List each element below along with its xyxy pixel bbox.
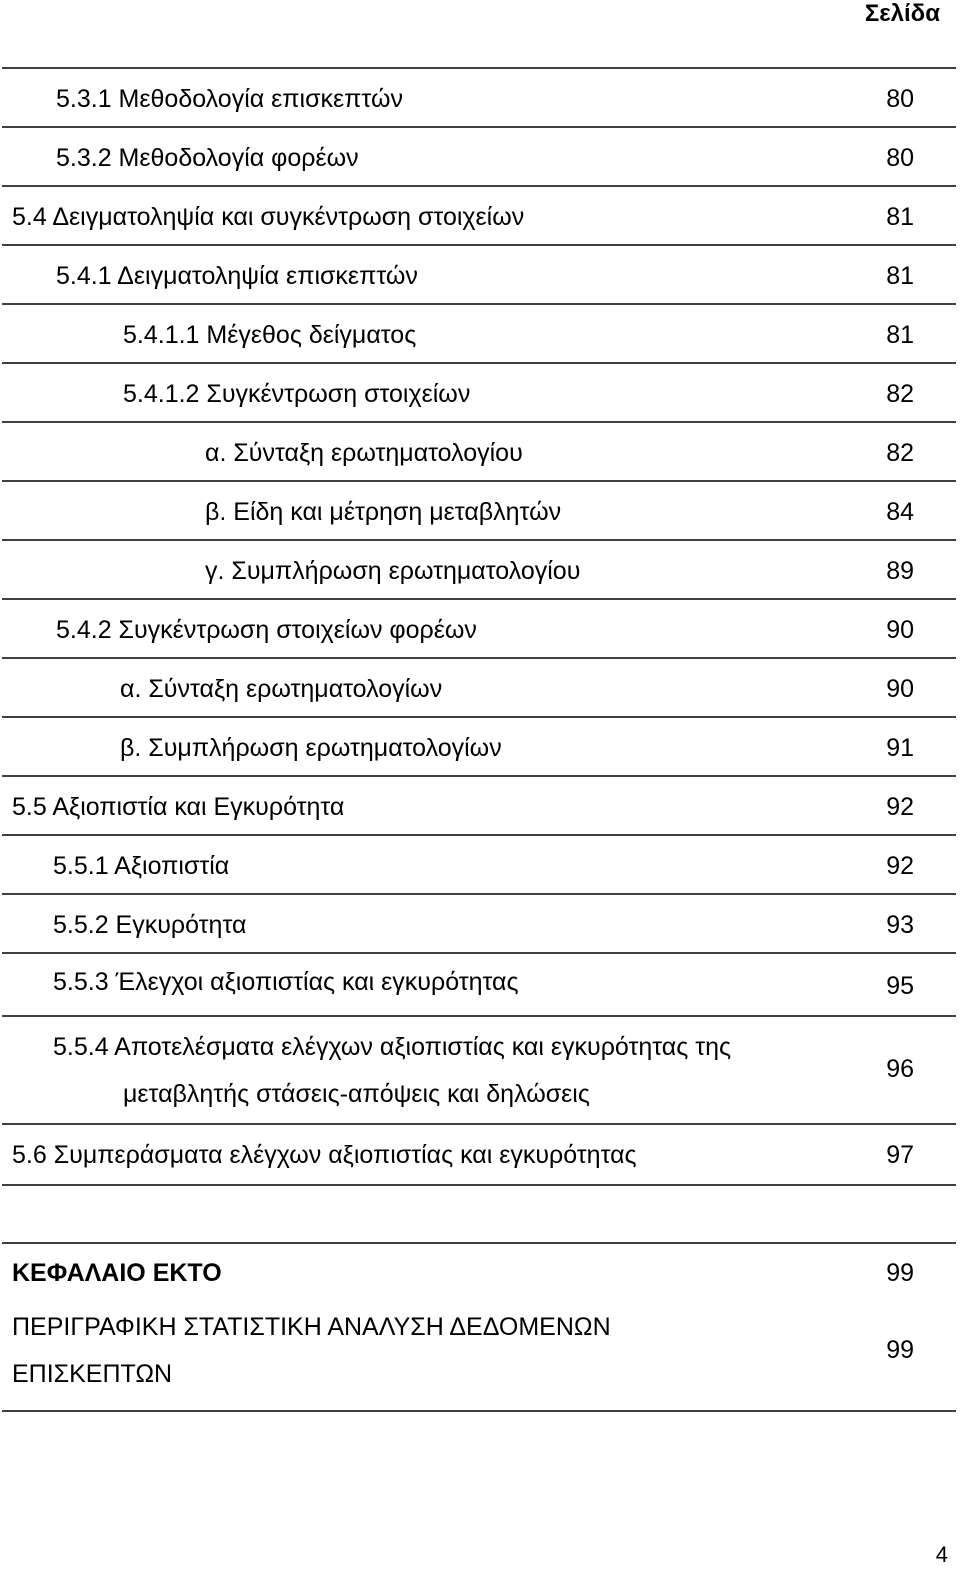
- toc-entry-page: 81: [886, 321, 914, 349]
- toc-entry-page: 92: [886, 793, 914, 821]
- toc-entry-page: 80: [886, 144, 914, 172]
- toc-entry-title: 5.5.1 Αξιοπιστία: [53, 852, 230, 880]
- toc-entry-title: 5.4 Δειγματοληψία και συγκέντρωση στοιχείων: [12, 203, 525, 231]
- toc-row: [2, 244, 956, 303]
- toc-row: [2, 67, 956, 126]
- section-gap: [2, 1184, 956, 1242]
- toc-entry-page: 97: [886, 1141, 914, 1169]
- chapter-title-page: 99: [886, 1336, 914, 1364]
- toc-entry-title: α. Σύνταξη ερωτηματολογίου: [205, 439, 523, 467]
- toc-entry-title: γ. Συμπλήρωση ερωτηματολογίου: [205, 557, 581, 585]
- table-of-contents: [2, 67, 956, 1412]
- toc-entry-page: 92: [886, 852, 914, 880]
- toc-entry-title: 5.5.3 Έλεγχοι αξιοπιστίας και εγκυρότητας: [53, 968, 519, 996]
- toc-row: [2, 1123, 956, 1184]
- toc-entry-page: 90: [886, 616, 914, 644]
- toc-row: [2, 893, 956, 952]
- toc-row: [2, 362, 956, 421]
- chapter-title: ΠΕΡΙΓΡΑΦΙΚΗ ΣΤΑΤΙΣΤΙΚΗ ΑΝΑΛΥΣΗ ΔΕΔΟΜΕΝΩΝ ΕΠΙΣΚΕΠΤΩΝ: [12, 1313, 611, 1388]
- toc-entry-page: 81: [886, 262, 914, 290]
- toc-entry-title: 5.4.2 Συγκέντρωση στοιχείων φορέων: [56, 616, 477, 644]
- toc-entry-title-text: 5.5.4 Αποτελέσματα ελέγχων αξιοπιστίας και εγκυρότητας της μεταβλητής στάσεις-απόψεις και δηλώσεις: [53, 1033, 732, 1108]
- toc-row: [2, 480, 956, 539]
- toc-entry-page: 84: [886, 498, 914, 526]
- chapter-page: 99: [886, 1259, 914, 1287]
- toc-entry-page: 82: [886, 380, 914, 408]
- toc-entry-title: 5.4.1.1 Μέγεθος δείγματος: [123, 321, 417, 349]
- toc-row: [2, 834, 956, 893]
- toc-entry-title: 5.4.1.2 Συγκέντρωση στοιχείων: [123, 380, 471, 408]
- toc-entry-page: 80: [886, 85, 914, 113]
- toc-row: [2, 657, 956, 716]
- toc-entry-title: 5.4.1 Δειγματοληψία επισκεπτών: [56, 262, 418, 290]
- toc-entry-title: β. Συμπλήρωση ερωτηματολογίων: [120, 734, 502, 762]
- toc-row: [2, 1015, 956, 1123]
- toc-row: [2, 185, 956, 244]
- toc-entry-page: 89: [886, 557, 914, 585]
- toc-entry-title: 5.5.2 Εγκυρότητα: [53, 911, 247, 939]
- toc-entry-title: α. Σύνταξη ερωτηματολογίων: [120, 675, 443, 703]
- toc-entry-page: 81: [886, 203, 914, 231]
- chapter-heading: ΚΕΦΑΛΑΙΟ ΕΚΤΟ: [12, 1259, 222, 1287]
- chapter-row: [2, 1242, 956, 1302]
- toc-entry-title: 5.3.1 Μεθοδολογία επισκεπτών: [56, 85, 403, 113]
- toc-row: [2, 539, 956, 598]
- toc-row: [2, 716, 956, 775]
- toc-entry-page: 93: [886, 911, 914, 939]
- page-number: 4: [935, 1542, 948, 1567]
- toc-entry-title: 5.3.2 Μεθοδολογία φορέων: [56, 144, 359, 172]
- toc-row: [2, 126, 956, 185]
- toc-entry-title: 5.5 Αξιοπιστία και Εγκυρότητα: [12, 793, 345, 821]
- toc-entry-page: 96: [886, 1055, 914, 1083]
- toc-entry-page: 91: [886, 734, 914, 762]
- page-column-header: Σελίδα: [864, 0, 940, 27]
- toc-entry-page: 82: [886, 439, 914, 467]
- toc-row: [2, 598, 956, 657]
- toc-row: [2, 952, 956, 1015]
- chapter-row: [2, 1302, 956, 1412]
- toc-entry-page: 95: [886, 972, 914, 1000]
- toc-row: [2, 775, 956, 834]
- toc-entry-title: β. Είδη και μέτρηση μεταβλητών: [205, 498, 562, 526]
- toc-row: [2, 421, 956, 480]
- toc-entry-page: 90: [886, 675, 914, 703]
- toc-entry-title: 5.6 Συμπεράσματα ελέγχων αξιοπιστίας και εγκυρότητας: [12, 1141, 637, 1169]
- toc-row: [2, 303, 956, 362]
- toc-entry-title: [53, 1024, 813, 1118]
